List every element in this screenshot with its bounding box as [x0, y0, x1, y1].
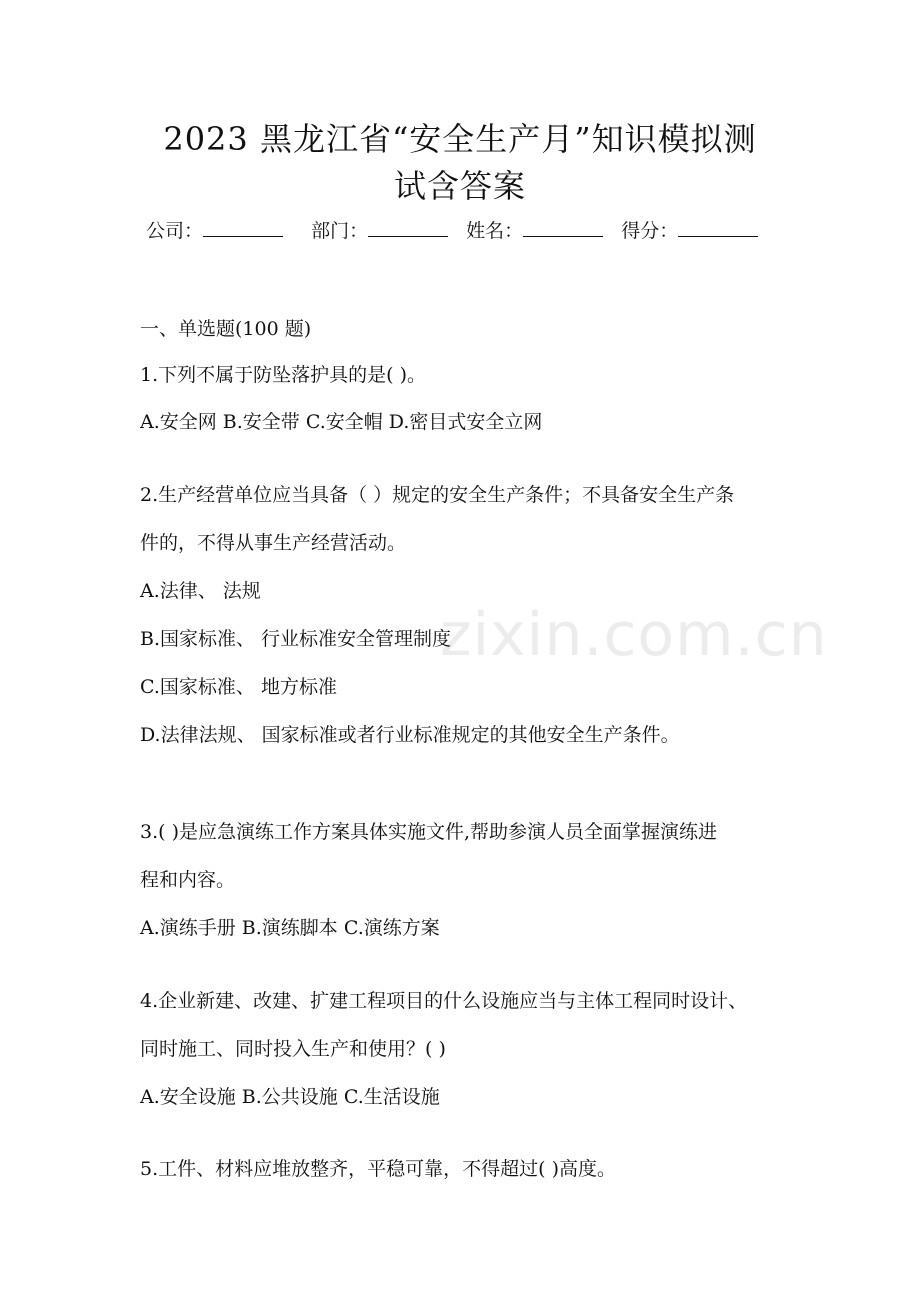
- question-2-option-a: A.法律、 法规: [140, 580, 261, 602]
- field-name-blank[interactable]: [523, 216, 603, 237]
- page-title-line-1: 2023 黑龙江省“安全生产月”知识模拟测: [163, 120, 757, 158]
- section-heading: 一、单选题(100 题): [140, 318, 312, 340]
- page-title-line-2: 试含答案: [393, 167, 526, 205]
- question-2-option-b: B.国家标准、 行业标准安全管理制度: [140, 628, 452, 650]
- field-department: [311, 216, 448, 245]
- question-4-text-line-1: 4.企业新建、改建、扩建工程项目的什么设施应当与主体工程同时设计、: [140, 990, 748, 1012]
- field-name-label: 姓名：: [466, 220, 524, 242]
- field-score-label: 得分：: [621, 220, 679, 242]
- field-score-blank[interactable]: [678, 216, 758, 237]
- info-fields: [146, 216, 786, 245]
- question-5-text: 5.工件、材料应堆放整齐，平稳可靠，不得超过( )高度。: [140, 1158, 616, 1180]
- question-3-text-line-2: 程和内容。: [140, 869, 236, 891]
- question-2-option-c: C.国家标准、 地方标准: [140, 676, 337, 698]
- field-name: [466, 216, 603, 245]
- field-department-blank[interactable]: [368, 216, 448, 237]
- question-4-options: A.安全设施 B.公共设施 C.生活设施: [140, 1086, 440, 1108]
- watermark: zixin.com.cn: [440, 600, 828, 670]
- question-2-option-d: D.法律法规、 国家标准或者行业标准规定的其他安全生产条件。: [140, 724, 680, 746]
- question-4-text-line-2: 同时施工、同时投入生产和使用？( ): [140, 1038, 446, 1060]
- field-score: [621, 216, 758, 245]
- question-3-options: A.演练手册 B.演练脚本 C.演练方案: [140, 917, 440, 939]
- question-3-text-line-1: 3.( )是应急演练工作方案具体实施文件,帮助参演人员全面掌握演练进: [140, 821, 718, 843]
- field-company: [146, 216, 283, 245]
- question-2-text-line-2: 件的，不得从事生产经营活动。: [140, 532, 407, 554]
- question-1-options: A.安全网 B.安全带 C.安全帽 D.密目式安全立网: [140, 411, 543, 433]
- question-1-text: 1.下列不属于防坠落护具的是( )。: [140, 364, 426, 386]
- field-company-blank[interactable]: [203, 216, 283, 237]
- field-company-label: 公司：: [146, 220, 204, 242]
- field-department-label: 部门：: [311, 220, 369, 242]
- question-2-text-line-1: 2.生产经营单位应当具备（ ）规定的安全生产条件；不具备安全生产条: [140, 484, 735, 506]
